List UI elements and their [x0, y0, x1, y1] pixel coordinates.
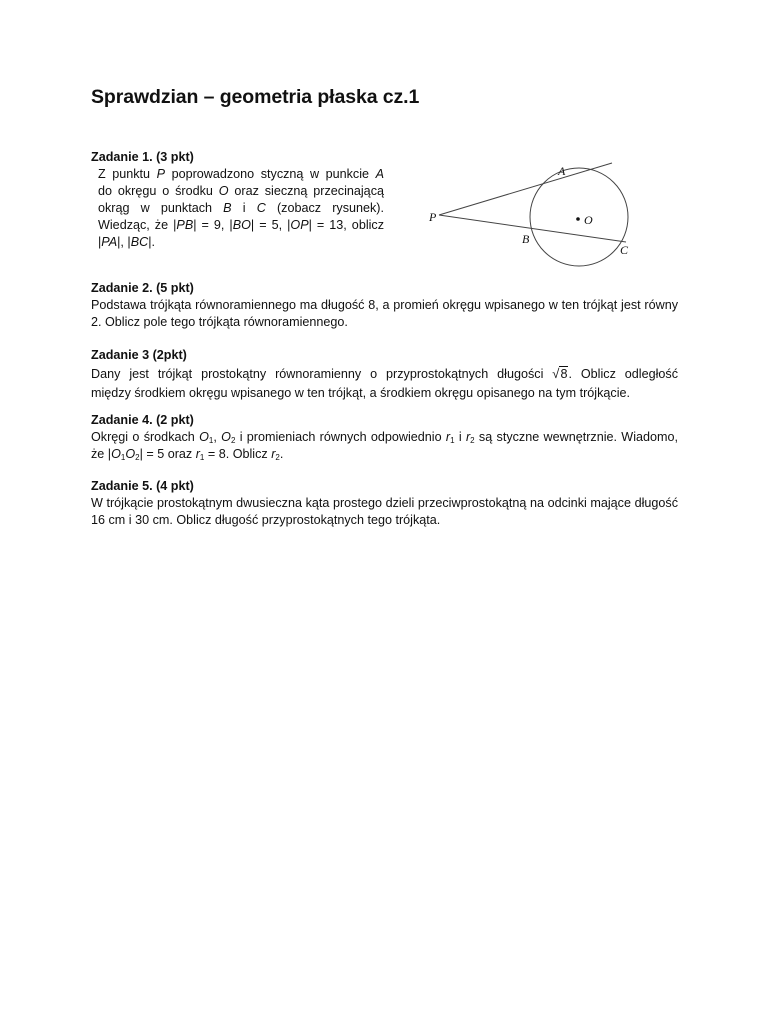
task-4	[91, 412, 678, 463]
secant-line	[439, 215, 626, 242]
label-p: P	[429, 210, 437, 224]
task-2	[91, 280, 678, 331]
label-c: C	[620, 243, 629, 257]
task-3-text: Dany jest trójkąt prostokątny równoramienny o przyprostokątnych długości √8. Oblicz odległość między środkiem okręgu wpisanego w ten trójkąt, a środkiem okręgu opisanego na tym trójkącie.	[91, 366, 678, 400]
task-5-text: W trójkącie prostokątnym dwusieczna kąta prostego dzieli przeciwprostokątną na odcinki mające długość 16 cm i 30 cm. Oblicz długość przyprostokątnych tego trójkąta.	[91, 496, 678, 527]
task-3-heading: Zadanie 3 (2pkt)	[91, 348, 187, 362]
label-a: A	[558, 164, 566, 178]
task-3	[91, 347, 678, 403]
label-b: B	[522, 232, 530, 246]
task-5	[91, 478, 678, 529]
task-1-text: Z punktu P poprowadzono styczną w punkcie A do okręgu o środku O oraz sieczną przecinającą okrąg w punktach B i C (zobacz rysunek). Wiedząc, że |PB| = 9, |BO| = 5, |OP| = 13, oblicz |PA|, |BC|.	[98, 167, 385, 249]
task-4-text: Okręgi o środkach $O_1$, $O_2$ i promieniach równych odpowiednio $r_1$ i $r_2$ są styczne wewnętrznie. Wiadomo, że $|O_1O_2| = 5$ oraz $r_1 = 8$. Oblicz $r_2$.	[91, 430, 678, 462]
label-o: O	[584, 213, 593, 227]
task-4-heading: Zadanie 4. (2 pkt)	[91, 413, 194, 427]
circle	[530, 168, 628, 266]
sqrt-symbol: √8	[552, 366, 568, 381]
center-dot	[576, 217, 580, 221]
task-1-heading: Zadanie 1. (3 pkt)	[91, 150, 194, 164]
task-2-text: Podstawa trójkąta równoramiennego ma długość 8, a promień okręgu wpisanego w ten trójkąt jest równy 2. Oblicz pole tego trójkąta równoramiennego.	[91, 298, 678, 329]
tangent-secant-figure	[426, 155, 641, 273]
page-title: Sprawdzian – geometria płaska cz.1	[91, 86, 420, 108]
task-5-heading: Zadanie 5. (4 pkt)	[91, 479, 194, 493]
task-2-heading: Zadanie 2. (5 pkt)	[91, 281, 194, 295]
tangent-line	[439, 163, 612, 215]
